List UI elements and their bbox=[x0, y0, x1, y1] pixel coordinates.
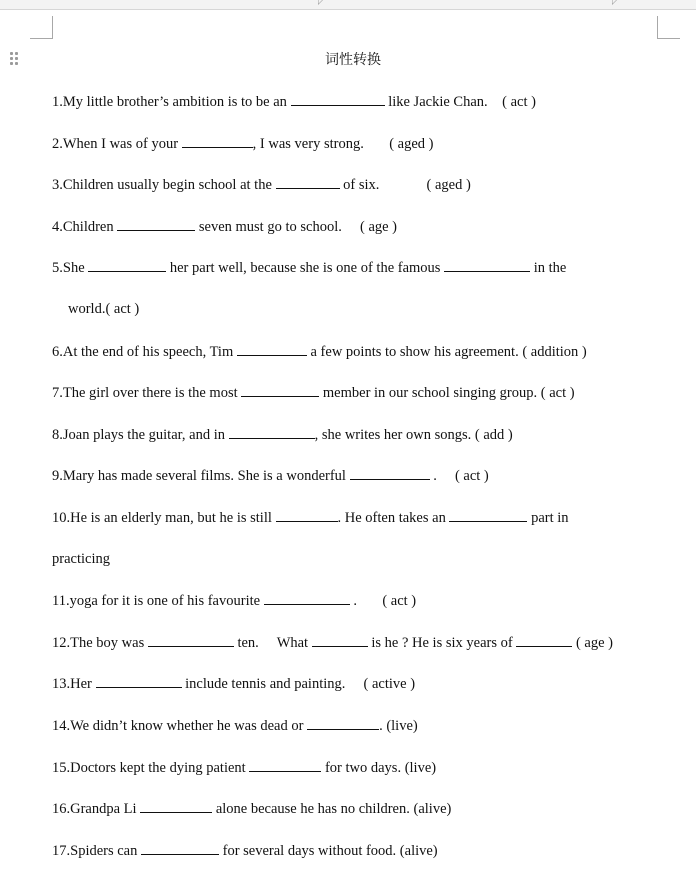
answer-blank[interactable] bbox=[516, 633, 572, 647]
ruler-marker-icon[interactable]: ◸ bbox=[318, 0, 324, 6]
answer-blank[interactable] bbox=[444, 258, 530, 272]
answer-blank[interactable] bbox=[350, 466, 430, 480]
answer-blank[interactable] bbox=[140, 799, 212, 813]
question-10: 10.He is an elderly man, but he is still . He often takes an part in bbox=[52, 510, 569, 526]
question-4: 4.Children seven must go to school. ( age ) bbox=[52, 219, 398, 235]
top-ruler bbox=[0, 0, 696, 10]
answer-blank[interactable] bbox=[312, 633, 368, 647]
answer-blank[interactable] bbox=[88, 258, 166, 272]
answer-blank[interactable] bbox=[449, 508, 527, 522]
page-corner-mark bbox=[657, 16, 680, 39]
question-11: 11.yoga for it is one of his favourite . ( act ) bbox=[52, 593, 417, 609]
question-9: 9.Mary has made several films. She is a wonderful . ( act ) bbox=[52, 468, 489, 484]
page-title: 词性转换 bbox=[325, 52, 381, 68]
question-8: 8.Joan plays the guitar, and in , she writes her own songs. ( add ) bbox=[52, 427, 513, 443]
question-16: 16.Grandpa Li alone because he has no children. (alive) bbox=[52, 801, 452, 817]
answer-blank[interactable] bbox=[241, 383, 319, 397]
answer-blank[interactable] bbox=[141, 841, 219, 855]
answer-blank[interactable] bbox=[182, 134, 253, 148]
page-corner-mark bbox=[30, 16, 53, 39]
question-1: 1.My little brother’s ambition is to be an like Jackie Chan. ( act ) bbox=[52, 94, 536, 110]
answer-blank[interactable] bbox=[117, 217, 195, 231]
question-2: 2.When I was of your , I was very strong. ( aged ) bbox=[52, 136, 434, 152]
answer-blank[interactable] bbox=[291, 92, 385, 106]
answer-blank[interactable] bbox=[96, 674, 182, 688]
question-14: 14.We didn’t know whether he was dead or . (live) bbox=[52, 718, 418, 734]
question-3: 3.Children usually begin school at the of six. ( aged ) bbox=[52, 177, 471, 193]
question-10-continued: practicing bbox=[52, 551, 110, 567]
question-15: 15.Doctors kept the dying patient for two days. (live) bbox=[52, 760, 437, 776]
ruler-marker-icon[interactable]: ◸ bbox=[612, 0, 618, 6]
question-7: 7.The girl over there is the most member in our school singing group. ( act ) bbox=[52, 385, 575, 401]
question-17: 17.Spiders can for several days without food. (alive) bbox=[52, 843, 438, 859]
answer-blank[interactable] bbox=[264, 591, 350, 605]
answer-blank[interactable] bbox=[229, 425, 315, 439]
question-13: 13.Her include tennis and painting. ( active ) bbox=[52, 676, 416, 692]
question-6: 6.At the end of his speech, Tim a few points to show his agreement. ( addition ) bbox=[52, 344, 587, 360]
answer-blank[interactable] bbox=[307, 716, 379, 730]
question-5-continued: world.( act ) bbox=[68, 301, 140, 317]
answer-blank[interactable] bbox=[276, 508, 338, 522]
answer-blank[interactable] bbox=[249, 758, 321, 772]
answer-blank[interactable] bbox=[276, 175, 340, 189]
answer-blank[interactable] bbox=[237, 342, 307, 356]
question-5: 5.She her part well, because she is one of the famous in the bbox=[52, 260, 567, 276]
question-12: 12.The boy was ten. What is he ? He is six years of ( age ) bbox=[52, 635, 613, 651]
answer-blank[interactable] bbox=[148, 633, 234, 647]
